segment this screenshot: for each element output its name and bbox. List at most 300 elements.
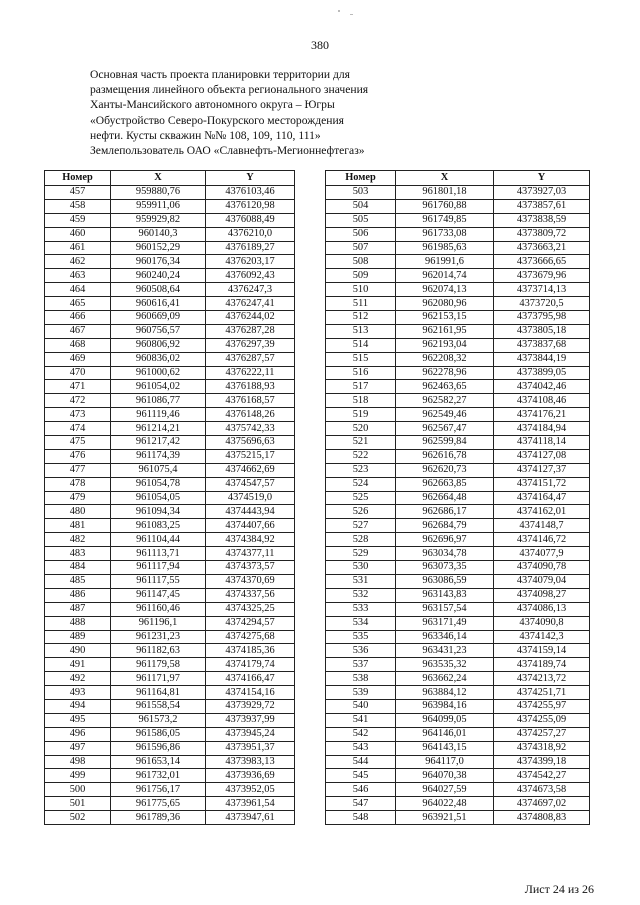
- cell-number: 507: [326, 241, 396, 255]
- cell-y: 4374118,14: [494, 436, 590, 450]
- cell-y: 4374519,0: [206, 491, 295, 505]
- cell-y: 4374257,27: [494, 727, 590, 741]
- cell-x: 961113,71: [111, 547, 206, 561]
- table-row: [45, 241, 295, 255]
- cell-x: 961749,85: [396, 213, 494, 227]
- cell-y: 4374108,46: [494, 394, 590, 408]
- cell-number: 521: [326, 436, 396, 450]
- cell-y: 4374148,7: [494, 519, 590, 533]
- cell-x: 961054,05: [111, 491, 206, 505]
- cell-number: 535: [326, 630, 396, 644]
- cell-number: 514: [326, 338, 396, 352]
- cell-number: 508: [326, 255, 396, 269]
- table-row: [45, 658, 295, 672]
- table-row: [45, 755, 295, 769]
- header-line: Землепользователь ОАО «Славнефть-Мегионнефтегаз»: [90, 144, 365, 158]
- cell-y: 4376287,28: [206, 324, 295, 338]
- cell-x: 961733,08: [396, 227, 494, 241]
- table-row: [326, 574, 590, 588]
- cell-x: 964099,05: [396, 713, 494, 727]
- cell-y: 4374154,16: [206, 686, 295, 700]
- cell-number: 499: [45, 769, 111, 783]
- table-row: [326, 519, 590, 533]
- table-row: [45, 311, 295, 325]
- cell-x: 959911,06: [111, 199, 206, 213]
- cell-x: 961558,54: [111, 699, 206, 713]
- cell-number: 520: [326, 422, 396, 436]
- table-row: [326, 630, 590, 644]
- cell-x: 964117,0: [396, 755, 494, 769]
- table-row: [45, 630, 295, 644]
- cell-number: 539: [326, 686, 396, 700]
- cell-x: 960176,34: [111, 255, 206, 269]
- table-row: [45, 602, 295, 616]
- cell-number: 498: [45, 755, 111, 769]
- cell-number: 528: [326, 533, 396, 547]
- cell-y: 4374251,71: [494, 686, 590, 700]
- table-row: [45, 380, 295, 394]
- cell-number: 460: [45, 227, 111, 241]
- cell-y: 4374166,47: [206, 672, 295, 686]
- cell-number: 509: [326, 269, 396, 283]
- cell-number: 532: [326, 588, 396, 602]
- cell-y: 4374213,72: [494, 672, 590, 686]
- cell-y: 4373961,54: [206, 797, 295, 811]
- cell-y: 4375215,17: [206, 449, 295, 463]
- cell-x: 961179,58: [111, 658, 206, 672]
- cell-x: 961054,78: [111, 477, 206, 491]
- cell-y: 4373809,72: [494, 227, 590, 241]
- cell-x: 961760,88: [396, 199, 494, 213]
- cell-x: 961171,97: [111, 672, 206, 686]
- cell-number: 473: [45, 408, 111, 422]
- table-row: [326, 394, 590, 408]
- cell-y: 4373951,37: [206, 741, 295, 755]
- cell-number: 518: [326, 394, 396, 408]
- cell-y: 4373983,13: [206, 755, 295, 769]
- cell-x: 961775,65: [111, 797, 206, 811]
- cell-y: 4374142,3: [494, 630, 590, 644]
- cell-x: 962278,96: [396, 366, 494, 380]
- cell-y: 4374542,27: [494, 769, 590, 783]
- table-row: [326, 408, 590, 422]
- cell-x: 960140,3: [111, 227, 206, 241]
- cell-number: 517: [326, 380, 396, 394]
- table-row: [45, 213, 295, 227]
- cell-y: 4374275,68: [206, 630, 295, 644]
- cell-y: 4374373,57: [206, 561, 295, 575]
- cell-number: 504: [326, 199, 396, 213]
- cell-number: 490: [45, 644, 111, 658]
- header-line: Ханты-Мансийского автономного округа – Югры: [90, 98, 335, 112]
- cell-y: 4373947,61: [206, 811, 295, 825]
- cell-x: 960669,09: [111, 311, 206, 325]
- cell-number: 540: [326, 699, 396, 713]
- table-row: [326, 338, 590, 352]
- table-row: [45, 449, 295, 463]
- table-row: [45, 741, 295, 755]
- cell-y: 4375696,63: [206, 436, 295, 450]
- cell-y: 4373857,61: [494, 199, 590, 213]
- table-row: [326, 727, 590, 741]
- cell-x: 962684,79: [396, 519, 494, 533]
- cell-y: 4374697,02: [494, 797, 590, 811]
- page-number: 380: [311, 38, 329, 52]
- cell-number: 510: [326, 283, 396, 297]
- cell-number: 486: [45, 588, 111, 602]
- cell-number: 471: [45, 380, 111, 394]
- cell-number: 476: [45, 449, 111, 463]
- table-row: [45, 477, 295, 491]
- table-row: [326, 491, 590, 505]
- cell-x: 963086,59: [396, 574, 494, 588]
- cell-x: 961104,44: [111, 533, 206, 547]
- cell-number: 502: [45, 811, 111, 825]
- cell-y: 4374443,94: [206, 505, 295, 519]
- cell-x: 961054,02: [111, 380, 206, 394]
- cell-x: 961083,25: [111, 519, 206, 533]
- cell-x: 962664,48: [396, 491, 494, 505]
- column-header-number: Номер: [326, 171, 396, 186]
- cell-y: 4374159,14: [494, 644, 590, 658]
- table-row: [326, 602, 590, 616]
- cell-x: 963346,14: [396, 630, 494, 644]
- table-row: [326, 769, 590, 783]
- cell-number: 488: [45, 616, 111, 630]
- table-row: [326, 297, 590, 311]
- cell-y: 4375742,33: [206, 422, 295, 436]
- cell-number: 494: [45, 699, 111, 713]
- cell-y: 4376203,17: [206, 255, 295, 269]
- table-row: [326, 186, 590, 200]
- cell-x: 960508,64: [111, 283, 206, 297]
- cell-x: 963921,51: [396, 811, 494, 825]
- cell-x: 961985,63: [396, 241, 494, 255]
- column-header-y: Y: [206, 171, 295, 186]
- cell-number: 479: [45, 491, 111, 505]
- cell-y: 4374098,27: [494, 588, 590, 602]
- cell-y: 4374407,66: [206, 519, 295, 533]
- cell-number: 530: [326, 561, 396, 575]
- table-row: [45, 686, 295, 700]
- cell-y: 4373937,99: [206, 713, 295, 727]
- cell-number: 501: [45, 797, 111, 811]
- cell-y: 4374090,8: [494, 616, 590, 630]
- table-row: [45, 338, 295, 352]
- cell-x: 960756,57: [111, 324, 206, 338]
- cell-x: 961214,21: [111, 422, 206, 436]
- table-row: [326, 644, 590, 658]
- table-row: [45, 713, 295, 727]
- cell-x: 963157,54: [396, 602, 494, 616]
- table-row: [326, 477, 590, 491]
- cell-y: 4374176,21: [494, 408, 590, 422]
- cell-number: 538: [326, 672, 396, 686]
- cell-x: 961653,14: [111, 755, 206, 769]
- table-row: [326, 199, 590, 213]
- cell-number: 536: [326, 644, 396, 658]
- cell-y: 4374185,36: [206, 644, 295, 658]
- table-row: [326, 352, 590, 366]
- cell-y: 4376188,93: [206, 380, 295, 394]
- cell-y: 4373663,21: [494, 241, 590, 255]
- cell-number: 516: [326, 366, 396, 380]
- table-row: [326, 699, 590, 713]
- table-row: [45, 352, 295, 366]
- cell-number: 475: [45, 436, 111, 450]
- table-row: [326, 422, 590, 436]
- cell-number: 496: [45, 727, 111, 741]
- cell-number: 461: [45, 241, 111, 255]
- cell-y: 4374370,69: [206, 574, 295, 588]
- cell-y: 4374808,83: [494, 811, 590, 825]
- header-line: размещения линейного объекта регионального значения: [90, 83, 369, 97]
- cell-x: 964027,59: [396, 783, 494, 797]
- cell-x: 960152,29: [111, 241, 206, 255]
- table-row: [45, 811, 295, 825]
- cell-x: 961147,45: [111, 588, 206, 602]
- table-row: [45, 297, 295, 311]
- table-row: [326, 658, 590, 672]
- cell-number: 480: [45, 505, 111, 519]
- table-row: [326, 797, 590, 811]
- cell-number: 469: [45, 352, 111, 366]
- cell-number: 491: [45, 658, 111, 672]
- cell-number: 527: [326, 519, 396, 533]
- table-row: [326, 213, 590, 227]
- table-row: [326, 436, 590, 450]
- cell-number: 515: [326, 352, 396, 366]
- cell-x: 962582,27: [396, 394, 494, 408]
- cell-y: 4376287,57: [206, 352, 295, 366]
- sheet-label: Лист 24 из 26: [524, 882, 594, 896]
- cell-y: 4376210,0: [206, 227, 295, 241]
- cell-x: 962463,65: [396, 380, 494, 394]
- column-header-x: X: [396, 171, 494, 186]
- table-row: [45, 255, 295, 269]
- cell-y: 4376103,46: [206, 186, 295, 200]
- table-row: [45, 588, 295, 602]
- cell-y: 4376247,3: [206, 283, 295, 297]
- cell-number: 534: [326, 616, 396, 630]
- cell-number: 505: [326, 213, 396, 227]
- cell-y: 4373837,68: [494, 338, 590, 352]
- table-row: [45, 519, 295, 533]
- cell-number: 545: [326, 769, 396, 783]
- cell-y: 4373927,03: [494, 186, 590, 200]
- cell-y: 4376247,41: [206, 297, 295, 311]
- cell-number: 492: [45, 672, 111, 686]
- coordinates-table-left: [44, 170, 295, 825]
- cell-number: 468: [45, 338, 111, 352]
- cell-x: 962193,04: [396, 338, 494, 352]
- cell-x: 961117,94: [111, 561, 206, 575]
- cell-x: 961217,42: [111, 436, 206, 450]
- cell-number: 470: [45, 366, 111, 380]
- cell-x: 961000,62: [111, 366, 206, 380]
- table-row: [326, 783, 590, 797]
- coordinates-table-right: [325, 170, 590, 825]
- table-row: [326, 311, 590, 325]
- cell-number: 541: [326, 713, 396, 727]
- cell-x: 961756,17: [111, 783, 206, 797]
- cell-number: 481: [45, 519, 111, 533]
- header-line: Основная часть проекта планировки территории для: [90, 68, 350, 81]
- table-row: [326, 672, 590, 686]
- cell-x: 963431,23: [396, 644, 494, 658]
- table-row: [326, 547, 590, 561]
- cell-number: 458: [45, 199, 111, 213]
- table-row: [45, 366, 295, 380]
- cell-x: 962599,84: [396, 436, 494, 450]
- cell-y: 4376120,98: [206, 199, 295, 213]
- cell-number: 465: [45, 297, 111, 311]
- table-header-row: [326, 171, 590, 186]
- cell-y: 4374399,18: [494, 755, 590, 769]
- cell-number: 537: [326, 658, 396, 672]
- cell-number: 493: [45, 686, 111, 700]
- table-row: [326, 269, 590, 283]
- cell-x: 964070,38: [396, 769, 494, 783]
- table-row: [326, 283, 590, 297]
- column-header-number: Номер: [45, 171, 111, 186]
- cell-x: 962074,13: [396, 283, 494, 297]
- cell-number: 487: [45, 602, 111, 616]
- cell-y: 4376222,11: [206, 366, 295, 380]
- table-row: [45, 769, 295, 783]
- cell-y: 4374086,13: [494, 602, 590, 616]
- cell-x: 959929,82: [111, 213, 206, 227]
- cell-x: 963073,35: [396, 561, 494, 575]
- cell-y: 4373720,5: [494, 297, 590, 311]
- cell-x: 963662,24: [396, 672, 494, 686]
- cell-number: 512: [326, 311, 396, 325]
- cell-y: 4374179,74: [206, 658, 295, 672]
- cell-number: 519: [326, 408, 396, 422]
- cell-number: 523: [326, 463, 396, 477]
- cell-number: 472: [45, 394, 111, 408]
- table-row: [326, 463, 590, 477]
- cell-y: 4374077,9: [494, 547, 590, 561]
- cell-y: 4373899,05: [494, 366, 590, 380]
- table-row: [45, 394, 295, 408]
- cell-y: 4373805,18: [494, 324, 590, 338]
- cell-y: 4373666,65: [494, 255, 590, 269]
- cell-number: 463: [45, 269, 111, 283]
- cell-number: 467: [45, 324, 111, 338]
- table-row: [326, 533, 590, 547]
- column-header-y: Y: [494, 171, 590, 186]
- table-row: [326, 686, 590, 700]
- table-row: [45, 186, 295, 200]
- header-line: «Обустройство Северо-Покурского месторождения: [90, 113, 345, 127]
- cell-x: 964146,01: [396, 727, 494, 741]
- table-row: [45, 408, 295, 422]
- cell-number: 543: [326, 741, 396, 755]
- table-row: [45, 561, 295, 575]
- cell-number: 544: [326, 755, 396, 769]
- cell-number: 511: [326, 297, 396, 311]
- table-row: [45, 463, 295, 477]
- table-row: [45, 422, 295, 436]
- cell-number: 482: [45, 533, 111, 547]
- cell-x: 961119,46: [111, 408, 206, 422]
- cell-y: 4374146,72: [494, 533, 590, 547]
- cell-x: 961160,46: [111, 602, 206, 616]
- cell-y: 4374337,56: [206, 588, 295, 602]
- cell-y: 4374042,46: [494, 380, 590, 394]
- table-row: [45, 227, 295, 241]
- cell-x: 962208,32: [396, 352, 494, 366]
- cell-y: 4376088,49: [206, 213, 295, 227]
- table-row: [45, 672, 295, 686]
- table-row: [326, 255, 590, 269]
- cell-x: 961164,81: [111, 686, 206, 700]
- cell-x: 962080,96: [396, 297, 494, 311]
- table-row: [326, 616, 590, 630]
- cell-y: 4373945,24: [206, 727, 295, 741]
- cell-y: 4374294,57: [206, 616, 295, 630]
- cell-y: 4374079,04: [494, 574, 590, 588]
- column-header-x: X: [111, 171, 206, 186]
- cell-y: 4376244,02: [206, 311, 295, 325]
- table-row: [45, 699, 295, 713]
- cell-x: 961086,77: [111, 394, 206, 408]
- cell-x: 963884,12: [396, 686, 494, 700]
- table-row: [326, 380, 590, 394]
- table-row: [45, 547, 295, 561]
- table-row: [326, 561, 590, 575]
- table-row: [45, 436, 295, 450]
- cell-y: 4374255,97: [494, 699, 590, 713]
- cell-y: 4374325,25: [206, 602, 295, 616]
- cell-y: 4374318,92: [494, 741, 590, 755]
- table-row: [45, 574, 295, 588]
- cell-y: 4376168,57: [206, 394, 295, 408]
- cell-y: 4374162,01: [494, 505, 590, 519]
- cell-x: 960806,92: [111, 338, 206, 352]
- cell-y: 4374127,08: [494, 449, 590, 463]
- cell-x: 963984,16: [396, 699, 494, 713]
- cell-number: 546: [326, 783, 396, 797]
- cell-x: 961801,18: [396, 186, 494, 200]
- cell-x: 964022,48: [396, 797, 494, 811]
- cell-y: 4376297,39: [206, 338, 295, 352]
- table-row: [45, 283, 295, 297]
- cell-x: 961586,05: [111, 727, 206, 741]
- cell-number: 495: [45, 713, 111, 727]
- cell-x: 961075,4: [111, 463, 206, 477]
- table-row: [45, 783, 295, 797]
- cell-number: 503: [326, 186, 396, 200]
- table-row: [326, 366, 590, 380]
- cell-number: 522: [326, 449, 396, 463]
- table-row: [326, 324, 590, 338]
- cell-y: 4374662,69: [206, 463, 295, 477]
- cell-x: 961117,55: [111, 574, 206, 588]
- cell-x: 961991,6: [396, 255, 494, 269]
- cell-y: 4373929,72: [206, 699, 295, 713]
- cell-x: 960240,24: [111, 269, 206, 283]
- cell-y: 4373952,05: [206, 783, 295, 797]
- cell-y: 4373679,96: [494, 269, 590, 283]
- cell-y: 4374384,92: [206, 533, 295, 547]
- cell-y: 4376092,43: [206, 269, 295, 283]
- table-header-row: [45, 171, 295, 186]
- table-row: [326, 241, 590, 255]
- cell-y: 4373936,69: [206, 769, 295, 783]
- cell-x: 961231,23: [111, 630, 206, 644]
